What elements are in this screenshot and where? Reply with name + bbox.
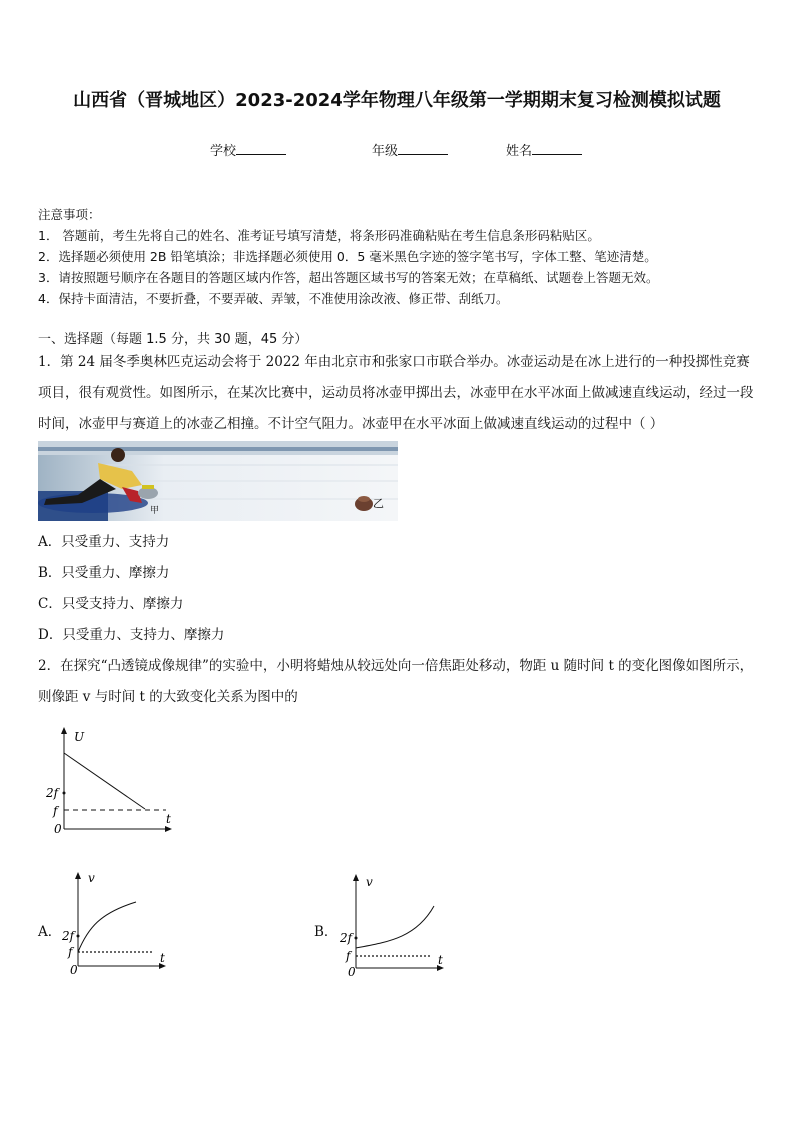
- option-b-tick-2f: 2f: [340, 931, 353, 945]
- question-1-text: 1．第 24 届冬季奥林匹克运动会将于 2022 年由北京市和张家口市联合举办。冰壶运动是在冰上进行的一种投掷性竞赛项目，很有观赏性。如图所示，在某次比赛中，运动员将冰壶甲掷出去，冰壶甲在水平冰面上做减速直线运动，经过一段时间，冰壶甲与赛道上的冰壶乙相撞。不计空气阻力。冰壶甲在水平冰面上做减速直线运动的过程中（ ）: [38, 354, 754, 432]
- option-a-graph[interactable]: [60, 868, 180, 978]
- school-label: 学校: [210, 144, 237, 159]
- option-b-origin: 0: [348, 965, 356, 979]
- q1-option-d[interactable]: D．只受重力、支持力、摩擦力: [38, 627, 225, 643]
- option-b-graph[interactable]: [338, 870, 458, 980]
- option-a-tick-f: f: [68, 945, 73, 959]
- notice-item-4: 4．保持卡面清洁，不要折叠，不要弄破、弄皱，不准使用涂改液、修正带、刮纸刀。: [38, 291, 509, 306]
- tick-f: f: [53, 804, 58, 818]
- option-a-v-label: v: [88, 871, 95, 885]
- q2-option-b-label[interactable]: B．: [314, 924, 338, 940]
- u-axis-label: U: [74, 730, 85, 744]
- label-jia: 甲: [150, 506, 160, 516]
- notice-item-1: 1． 答题前，考生先将自己的姓名、准考证号填写清楚，将条形码准确粘贴在考生信息条形码粘贴区。: [38, 228, 600, 243]
- label-yi: 乙: [373, 497, 384, 510]
- option-b-t-label: t: [438, 953, 443, 967]
- option-b-v-label: v: [366, 875, 373, 889]
- u-t-graph: [40, 725, 180, 840]
- option-a-t-label: t: [160, 951, 165, 965]
- name-field[interactable]: [506, 140, 582, 159]
- notice-block: [38, 204, 658, 309]
- grade-blank[interactable]: [398, 142, 448, 155]
- notice-item-3: 3．请按照题号顺序在各题目的答题区域内作答，超出答题区域书写的答案无效；在草稿纸、试题卷上答题无效。: [38, 270, 659, 285]
- section-heading: 一、选择题（每题 1.5 分，共 30 题，45 分）: [38, 332, 308, 347]
- grade-field[interactable]: [372, 140, 448, 159]
- notice-item-2: 2．选择题必须使用 2B 铅笔填涂；非选择题必须使用 0．5 毫米黑色字迹的签字笔书写，字体工整、笔迹清楚。: [38, 249, 657, 264]
- name-blank[interactable]: [532, 142, 582, 155]
- q1-option-b[interactable]: B．只受重力、摩擦力: [38, 565, 170, 581]
- option-a-tick-2f: 2f: [62, 929, 75, 943]
- curling-photo: [38, 441, 398, 521]
- t-axis-label: t: [166, 812, 171, 826]
- q2-option-a-label[interactable]: A．: [38, 924, 62, 940]
- option-b-tick-f: f: [346, 949, 351, 963]
- name-label: 姓名: [506, 144, 533, 159]
- school-blank[interactable]: [236, 142, 286, 155]
- tick-2f: 2f: [46, 786, 59, 800]
- q1-option-a[interactable]: A．只受重力、支持力: [38, 534, 170, 550]
- page-title: 山西省（晋城地区）2023-2024学年物理八年级第一学期期末复习检测模拟试题: [73, 90, 721, 111]
- grade-label: 年级: [372, 144, 399, 159]
- school-field[interactable]: [210, 140, 286, 159]
- notice-heading: 注意事项：: [38, 207, 101, 222]
- option-a-origin: 0: [70, 963, 78, 977]
- origin-label: 0: [54, 822, 62, 836]
- question-2-text: 2．在探究“凸透镜成像规律”的实验中，小明将蜡烛从较远处向一倍焦距处移动，物距 u 随时间 t 的变化图像如图所示，则像距 v 与时间 t 的大致变化关系为图中的: [38, 658, 754, 705]
- q1-option-c[interactable]: C．只受支持力、摩擦力: [38, 596, 184, 612]
